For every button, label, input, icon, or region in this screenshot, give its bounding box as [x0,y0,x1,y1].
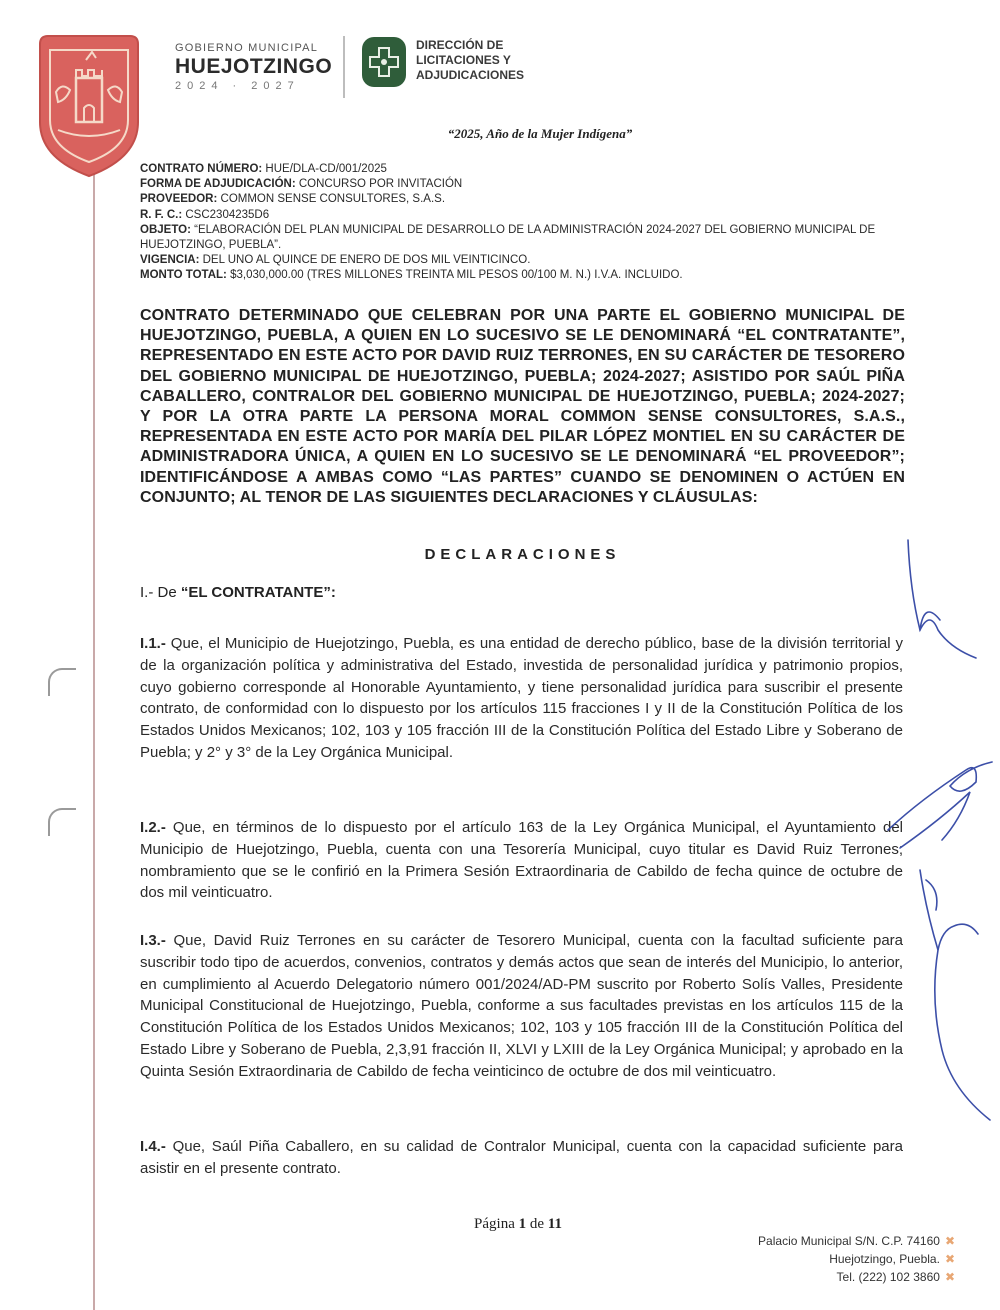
summary-label: OBJETO: [140,223,191,236]
brand-top-label: GOBIERNO MUNICIPAL [175,42,319,54]
declaration-text: Que, Saúl Piña Caballero, en su calidad de Contralor Municipal, cuenta con la capacidad suficiente para asistir en el presente contrato. [140,1138,903,1177]
page-total: 11 [547,1216,562,1232]
header-divider [343,36,345,98]
declaration-text: Que, el Municipio de Huejotzingo, Puebla, es una entidad de derecho público, base de la división territorial y de la organización política y administrativa del Estado, investida de personalidad jurídica y patrimonio propios, cuyo gobierno corresponde al Honorable Ayuntamiento, y tiene personalidad jurídica para suscribir el presente contrato, de conformidad con lo dispuesto por los artículos 115 fracciones I y II de la Constitución Política de los Estados Unidos Mexicanos; 102, 103 y 105 fracción III de la Constitución Política del Estado Libre y Soberano de Puebla; y 2° y 3° de la Ley Orgánica Municipal. [140,635,903,761]
left-margin-rule [93,140,95,1310]
x-marker-icon: ✖ [944,1252,955,1266]
declaration-item [140,633,903,764]
summary-value: CONCURSO POR INVITACIÓN [295,178,463,191]
declarations-subheading [140,584,336,601]
contract-summary [140,162,910,284]
summary-label: MONTO TOTAL: [140,269,227,282]
summary-value: $3,030,000.00 (TRES MILLONES TREINTA MIL PESOS 00/100 M. N.) I.V.A. INCLUIDO. [226,269,683,282]
address-text: Huejotzingo, Puebla. [829,1252,940,1266]
department-line: ADJUDICACIONES [416,68,525,82]
municipal-shield-icon [30,30,148,180]
contract-intro-paragraph: CONTRATO DETERMINADO QUE CELEBRAN POR UNA PARTE EL GOBIERNO MUNICIPAL DE HUEJOTZINGO, PUEBLA, A QUIEN EN LO SUCESIVO SE LE DENOMINARÁ “EL CONTRATANTE”, REPRESENTADO EN ESTE ACTO POR DAVID RUIZ TERRONES, EN SU CARÁCTER DE TESORERO DEL GOBIERNO MUNICIPAL DE HUEJOTZINGO, PUEBLA; 2024-2027; ASISTIDO POR SAÚL PIÑA CABALLERO, CONTRALOR DEL GOBIERNO MUNICIPAL DE HUEJOTZINGO, PUEBLA; 2024-2027; Y POR LA OTRA PARTE LA PERSONA MORAL COMMON SENSE CONSULTORES, S.A.S., REPRESENTADA EN ESTE ACTO POR MARÍA DEL PILAR LÓPEZ MONTIEL EN SU CARÁCTER DE ADMINISTRADORA ÚNICA, A QUIEN EN LO SUCESIVO SE LE DENOMINARÁ “EL PROVEEDOR”; IDENTIFICÁNDOSE A AMBAS COMO “LAS PARTES” CUANDO SE DENOMINEN O ACTÚEN EN CONJUNTO; AL TENOR DE LAS SIGUIENTES DECLARACIONES Y CLÁUSULAS: [140,307,905,506]
department-cross-icon [360,35,408,89]
footer-address [758,1232,955,1286]
brand-years: 2024 · 2027 [175,80,300,92]
summary-row-vigencia [140,253,910,268]
summary-label: R. F. C.: [140,208,183,221]
address-line [758,1232,955,1250]
declaration-number: I.3.- [140,932,166,949]
page-separator: de [526,1216,548,1232]
summary-row-monto [140,268,910,283]
summary-row-contrato [140,162,910,177]
page-indicator [0,1216,1000,1233]
summary-value: COMMON SENSE CONSULTORES, S.A.S. [217,193,446,206]
summary-label: FORMA DE ADJUDICACIÓN: [140,178,296,191]
declaration-text: Que, en términos de lo dispuesto por el artículo 163 de la Ley Orgánica Municipal, el Ayuntamiento del Municipio de Huejotzingo, Puebla, cuenta con una Tesorería Municipal, cuyo titular es David Ruiz Terrones; nombramiento que se le confirió en la Primera Sesión Extraordinaria de Cabildo de fecha quince de octubre de dos mil veinticuatro. [140,819,903,902]
punch-hole-mark [48,808,76,836]
declaration-item [140,817,903,904]
summary-label: CONTRATO NÚMERO: [140,163,263,175]
declaration-number: I.1.- [140,635,166,652]
summary-value: CSC2304235D6 [182,208,270,221]
subheading-party: “EL CONTRATANTE”: [180,584,336,601]
address-line [758,1250,955,1268]
declaration-number: I.2.- [140,819,166,836]
margin-signatures [880,530,1000,1170]
address-line [758,1268,955,1286]
page-prefix: Página [474,1216,519,1232]
year-motto: “2025, Año de la Mujer Indígena” [447,126,633,141]
summary-value: HUE/DLA-CD/001/2025 [262,163,387,175]
department-name [416,38,524,83]
summary-value: “ELABORACIÓN DEL PLAN MUNICIPAL DE DESARROLLO DE LA ADMINISTRACIÓN 2024-2027 DEL GOBIERNO MUNICIPAL DE HUEJOTZINGO, PUEBLA”. [140,223,876,252]
department-line: LICITACIONES Y [416,53,511,67]
summary-label: PROVEEDOR: [140,193,218,206]
punch-hole-mark [48,668,76,696]
summary-value: DEL UNO AL QUINCE DE ENERO DE DOS MIL VEINTICINCO. [199,254,531,267]
address-text: Palacio Municipal S/N. C.P. 74160 [758,1234,940,1248]
summary-row-forma [140,177,910,192]
subheading-prefix: I.- De [140,584,181,601]
municipality-brand [175,42,332,92]
summary-row-proveedor [140,192,910,207]
declarations-heading: DECLARACIONES [424,546,621,563]
page-current: 1 [518,1216,527,1232]
declaration-item [140,930,903,1083]
summary-label: VIGENCIA: [140,254,200,267]
summary-row-rfc [140,208,910,223]
declaration-text: Que, David Ruiz Terrones en su carácter de Tesorero Municipal, cuenta con la facultad suficiente para suscribir todo tipo de acuerdos, convenios, contratos y demás actos que sean de interés del Municipio, lo anterior, en cumplimiento al Acuerdo Delegatorio número 001/2024/AD-PM suscrito por Roberto Solís Valles, Presidente Municipal Constitucional de Huejotzingo, Puebla, conforme a sus facultades previstas en los artículos 115 de la Constitución Política de los Estados Unidos Mexicanos; 102, 103 y 105 fracción III de la Constitución Política del Estado Libre y Soberano de Puebla, 2,3,91 fracción II, XLVI y LXIII de la Ley Orgánica Municipal; y aprobado en la Quinta Sesión Extraordinaria de Cabildo de fecha veinticinco de octubre de dos mil veinticuatro. [140,932,903,1080]
summary-row-objeto [140,223,910,253]
declaration-number: I.4.- [140,1138,166,1155]
address-text: Tel. (222) 102 3860 [836,1270,940,1284]
department-line: DIRECCIÓN DE [416,38,504,52]
declaration-item [140,1136,903,1180]
x-marker-icon: ✖ [944,1234,955,1248]
brand-city-name: HUEJOTZINGO [175,55,333,78]
x-marker-icon: ✖ [944,1270,955,1284]
